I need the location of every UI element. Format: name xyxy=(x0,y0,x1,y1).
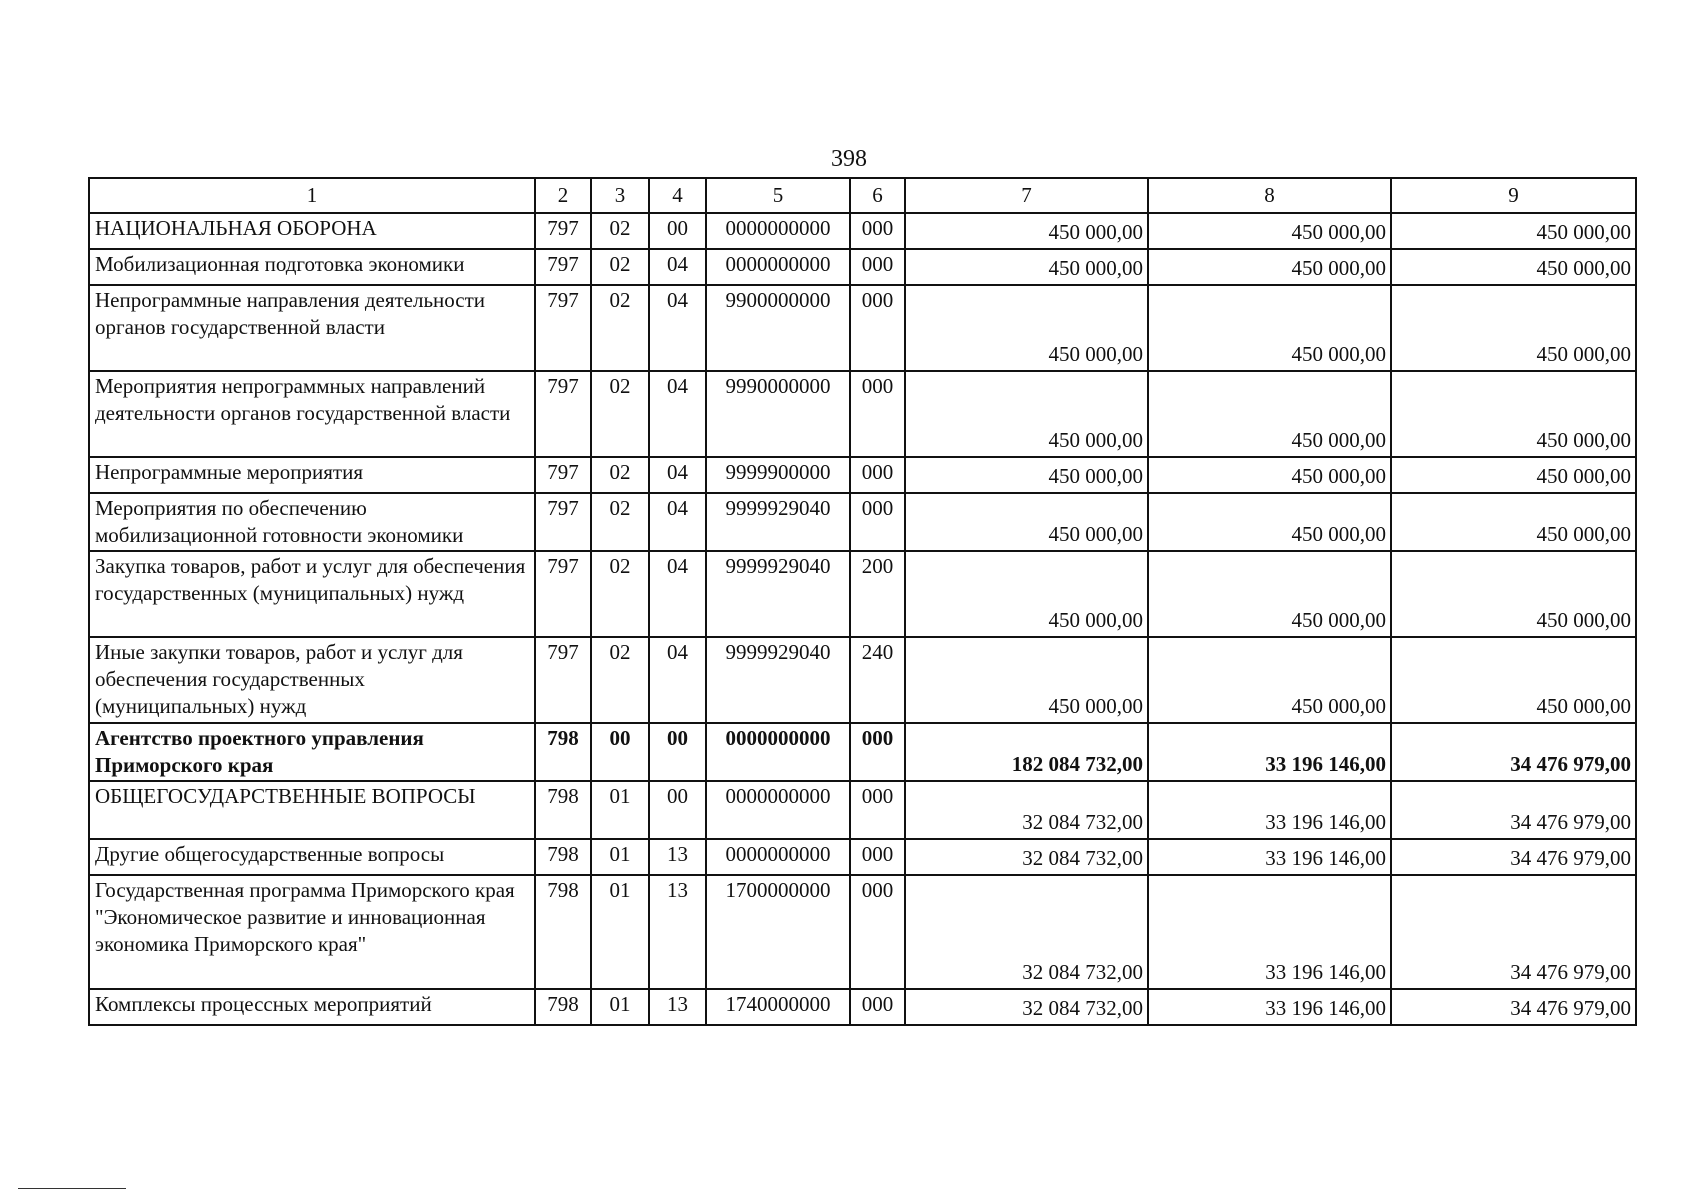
amount-cell: 450 000,00 xyxy=(1391,457,1636,493)
table-row xyxy=(89,723,1636,781)
table-row xyxy=(89,781,1636,839)
code-cell: 01 xyxy=(591,781,649,839)
amount-cell: 450 000,00 xyxy=(1391,637,1636,723)
amount-cell: 450 000,00 xyxy=(1391,371,1636,457)
row-name: Закупка товаров, работ и услуг для обеспечения государственных (муниципальных) нужд xyxy=(89,551,535,637)
column-header: 1 xyxy=(89,178,535,213)
column-header: 2 xyxy=(535,178,591,213)
amount-cell: 34 476 979,00 xyxy=(1391,839,1636,875)
code-cell: 00 xyxy=(649,723,706,781)
code-cell: 798 xyxy=(535,989,591,1025)
code-cell: 9990000000 xyxy=(706,371,850,457)
code-cell: 02 xyxy=(591,249,649,285)
amount-cell: 450 000,00 xyxy=(1391,551,1636,637)
table-row xyxy=(89,875,1636,989)
code-cell: 02 xyxy=(591,371,649,457)
code-cell: 04 xyxy=(649,457,706,493)
table-row xyxy=(89,213,1636,249)
row-name: Агентство проектного управления Приморского края xyxy=(89,723,535,781)
table-row xyxy=(89,285,1636,371)
row-name: Другие общегосударственные вопросы xyxy=(89,839,535,875)
amount-cell: 450 000,00 xyxy=(1148,457,1391,493)
code-cell: 9999900000 xyxy=(706,457,850,493)
code-cell: 797 xyxy=(535,551,591,637)
table-row xyxy=(89,493,1636,551)
amount-cell: 33 196 146,00 xyxy=(1148,781,1391,839)
amount-cell: 450 000,00 xyxy=(1148,493,1391,551)
row-name: ОБЩЕГОСУДАРСТВЕННЫЕ ВОПРОСЫ xyxy=(89,781,535,839)
code-cell: 798 xyxy=(535,839,591,875)
row-name: Мероприятия непрограммных направлений деятельности органов государственной власти xyxy=(89,371,535,457)
column-header: 8 xyxy=(1148,178,1391,213)
amount-cell: 450 000,00 xyxy=(905,551,1148,637)
table-row xyxy=(89,551,1636,637)
code-cell: 000 xyxy=(850,249,905,285)
code-cell: 00 xyxy=(649,781,706,839)
code-cell: 01 xyxy=(591,875,649,989)
row-name: Непрограммные мероприятия xyxy=(89,457,535,493)
amount-cell: 450 000,00 xyxy=(905,249,1148,285)
code-cell: 1740000000 xyxy=(706,989,850,1025)
code-cell: 000 xyxy=(850,839,905,875)
table-row xyxy=(89,457,1636,493)
table-row xyxy=(89,989,1636,1025)
code-cell: 13 xyxy=(649,989,706,1025)
page-number: 398 xyxy=(831,146,867,172)
code-cell: 798 xyxy=(535,781,591,839)
column-header: 6 xyxy=(850,178,905,213)
code-cell: 01 xyxy=(591,989,649,1025)
code-cell: 797 xyxy=(535,371,591,457)
code-cell: 04 xyxy=(649,637,706,723)
amount-cell: 450 000,00 xyxy=(905,493,1148,551)
amount-cell: 450 000,00 xyxy=(1391,249,1636,285)
column-header: 5 xyxy=(706,178,850,213)
code-cell: 02 xyxy=(591,213,649,249)
code-cell: 797 xyxy=(535,213,591,249)
code-cell: 04 xyxy=(649,493,706,551)
code-cell: 797 xyxy=(535,457,591,493)
code-cell: 04 xyxy=(649,285,706,371)
code-cell: 200 xyxy=(850,551,905,637)
code-cell: 0000000000 xyxy=(706,839,850,875)
code-cell: 240 xyxy=(850,637,905,723)
code-cell: 797 xyxy=(535,285,591,371)
code-cell: 02 xyxy=(591,285,649,371)
code-cell: 797 xyxy=(535,637,591,723)
amount-cell: 32 084 732,00 xyxy=(905,839,1148,875)
code-cell: 0000000000 xyxy=(706,249,850,285)
amount-cell: 32 084 732,00 xyxy=(905,989,1148,1025)
code-cell: 00 xyxy=(591,723,649,781)
amount-cell: 33 196 146,00 xyxy=(1148,875,1391,989)
amount-cell: 33 196 146,00 xyxy=(1148,723,1391,781)
amount-cell: 33 196 146,00 xyxy=(1148,839,1391,875)
code-cell: 000 xyxy=(850,285,905,371)
row-name: Непрограммные направления деятельности органов государственной власти xyxy=(89,285,535,371)
row-name: Государственная программа Приморского края "Экономическое развитие и инновационная экономика Приморского края" xyxy=(89,875,535,989)
code-cell: 02 xyxy=(591,551,649,637)
code-cell: 9900000000 xyxy=(706,285,850,371)
row-name: Иные закупки товаров, работ и услуг для обеспечения государственных (муниципальных) нужд xyxy=(89,637,535,723)
table-body xyxy=(89,213,1636,1025)
table-row xyxy=(89,637,1636,723)
code-cell: 02 xyxy=(591,637,649,723)
code-cell: 04 xyxy=(649,249,706,285)
code-cell: 9999929040 xyxy=(706,551,850,637)
amount-cell: 450 000,00 xyxy=(1148,371,1391,457)
code-cell: 000 xyxy=(850,213,905,249)
budget-table xyxy=(88,177,1637,1026)
amount-cell: 34 476 979,00 xyxy=(1391,781,1636,839)
code-cell: 13 xyxy=(649,875,706,989)
code-cell: 02 xyxy=(591,493,649,551)
code-cell: 000 xyxy=(850,989,905,1025)
code-cell: 797 xyxy=(535,493,591,551)
amount-cell: 182 084 732,00 xyxy=(905,723,1148,781)
amount-cell: 34 476 979,00 xyxy=(1391,723,1636,781)
table-row xyxy=(89,839,1636,875)
column-header: 3 xyxy=(591,178,649,213)
code-cell: 02 xyxy=(591,457,649,493)
code-cell: 000 xyxy=(850,781,905,839)
table-row xyxy=(89,249,1636,285)
row-name: НАЦИОНАЛЬНАЯ ОБОРОНА xyxy=(89,213,535,249)
row-name: Комплексы процессных мероприятий xyxy=(89,989,535,1025)
code-cell: 0000000000 xyxy=(706,723,850,781)
code-cell: 000 xyxy=(850,493,905,551)
code-cell: 00 xyxy=(649,213,706,249)
code-cell: 0000000000 xyxy=(706,213,850,249)
table-header-row xyxy=(89,178,1636,213)
amount-cell: 450 000,00 xyxy=(905,637,1148,723)
amount-cell: 450 000,00 xyxy=(905,213,1148,249)
code-cell: 000 xyxy=(850,723,905,781)
code-cell: 04 xyxy=(649,371,706,457)
amount-cell: 450 000,00 xyxy=(1391,285,1636,371)
code-cell: 000 xyxy=(850,457,905,493)
amount-cell: 450 000,00 xyxy=(1391,213,1636,249)
row-name: Мероприятия по обеспечению мобилизационной готовности экономики xyxy=(89,493,535,551)
column-header: 7 xyxy=(905,178,1148,213)
footnote-rule xyxy=(18,1188,126,1189)
code-cell: 798 xyxy=(535,875,591,989)
code-cell: 0000000000 xyxy=(706,781,850,839)
code-cell: 000 xyxy=(850,875,905,989)
code-cell: 000 xyxy=(850,371,905,457)
amount-cell: 450 000,00 xyxy=(905,285,1148,371)
code-cell: 04 xyxy=(649,551,706,637)
amount-cell: 32 084 732,00 xyxy=(905,875,1148,989)
code-cell: 797 xyxy=(535,249,591,285)
amount-cell: 450 000,00 xyxy=(905,457,1148,493)
amount-cell: 32 084 732,00 xyxy=(905,781,1148,839)
code-cell: 9999929040 xyxy=(706,493,850,551)
amount-cell: 34 476 979,00 xyxy=(1391,989,1636,1025)
column-header: 9 xyxy=(1391,178,1636,213)
amount-cell: 450 000,00 xyxy=(1148,637,1391,723)
amount-cell: 450 000,00 xyxy=(1148,249,1391,285)
code-cell: 9999929040 xyxy=(706,637,850,723)
amount-cell: 450 000,00 xyxy=(1148,551,1391,637)
amount-cell: 450 000,00 xyxy=(1391,493,1636,551)
amount-cell: 450 000,00 xyxy=(905,371,1148,457)
code-cell: 01 xyxy=(591,839,649,875)
amount-cell: 450 000,00 xyxy=(1148,213,1391,249)
column-header: 4 xyxy=(649,178,706,213)
code-cell: 13 xyxy=(649,839,706,875)
code-cell: 798 xyxy=(535,723,591,781)
code-cell: 1700000000 xyxy=(706,875,850,989)
amount-cell: 450 000,00 xyxy=(1148,285,1391,371)
amount-cell: 33 196 146,00 xyxy=(1148,989,1391,1025)
table-row xyxy=(89,371,1636,457)
amount-cell: 34 476 979,00 xyxy=(1391,875,1636,989)
row-name: Мобилизационная подготовка экономики xyxy=(89,249,535,285)
